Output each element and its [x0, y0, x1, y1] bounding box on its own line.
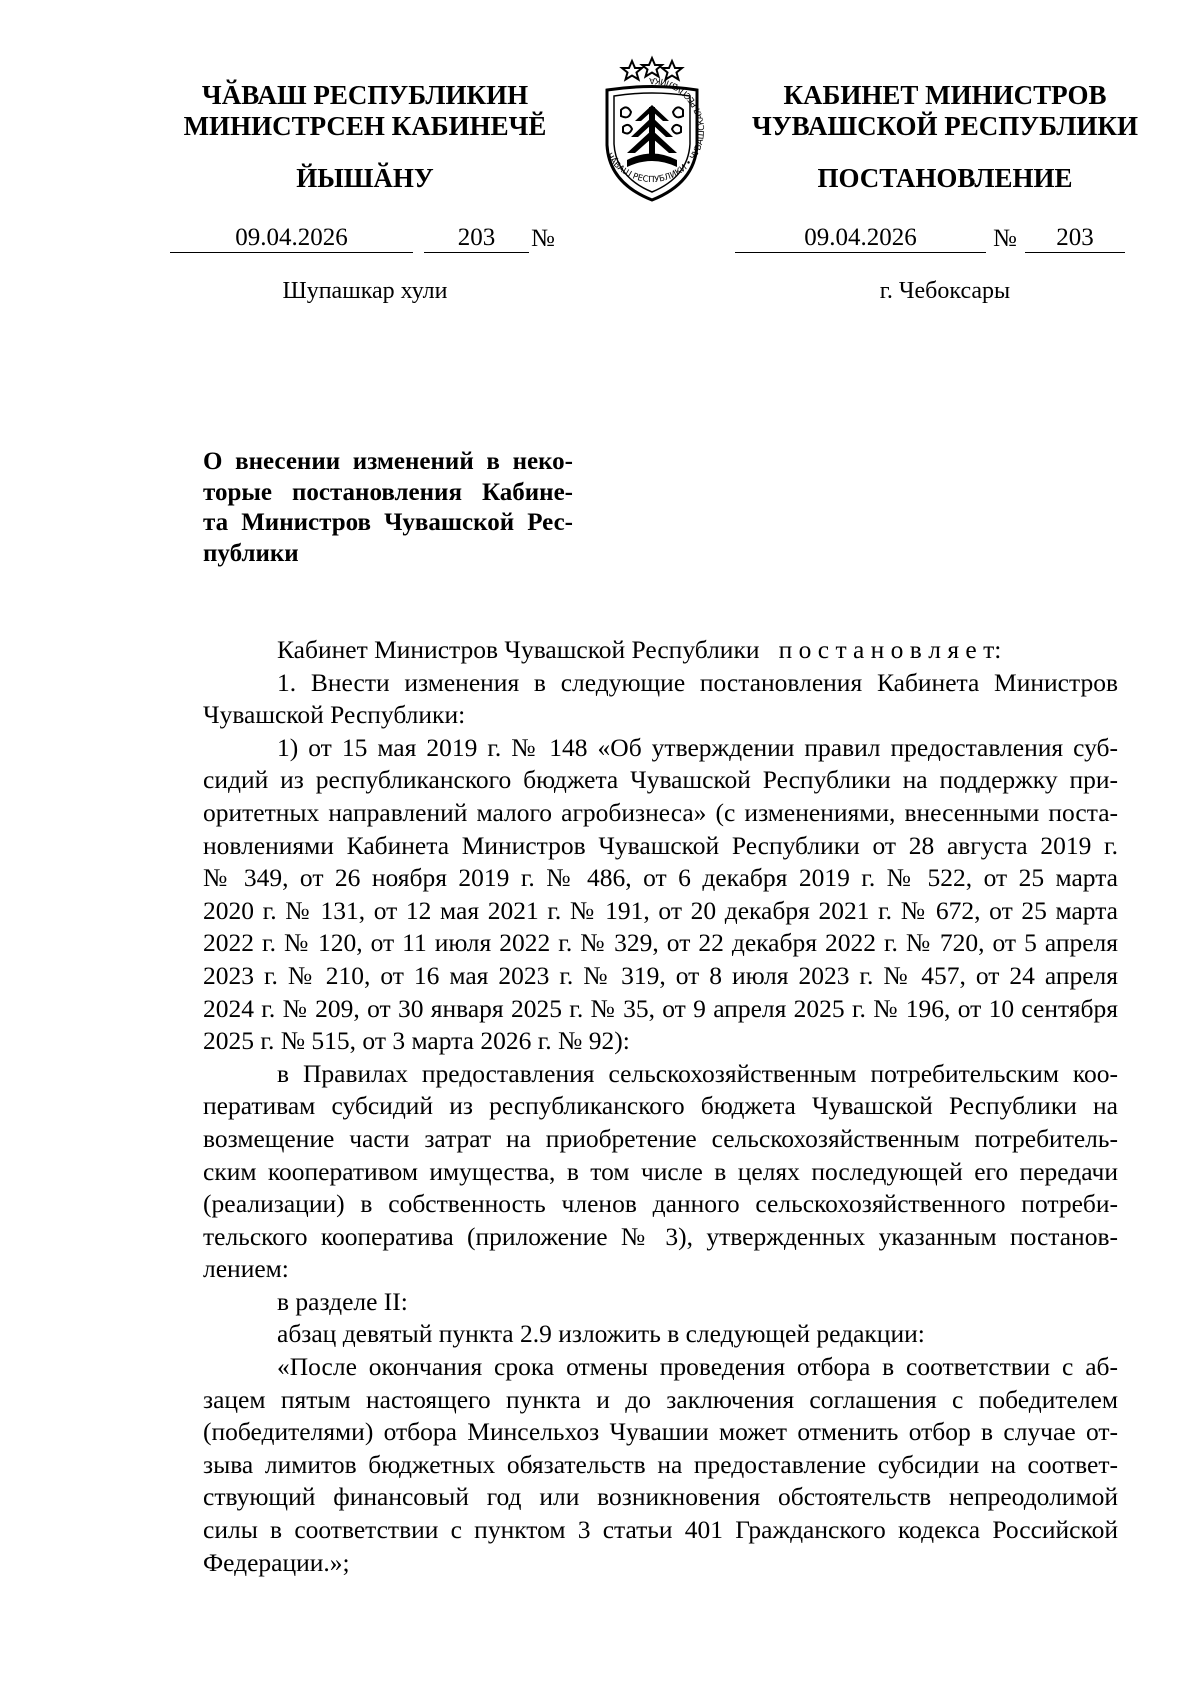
body-line: 2023 г. № 210, от 16 мая 2023 г. № 319, от 8 июля 2023 г. № 457, от 24 апреля — [203, 960, 1118, 990]
item-1 — [203, 667, 1118, 732]
header-right-russian — [735, 80, 1155, 142]
decree-label-chuvash: ЙЫШӐНУ — [296, 163, 434, 193]
number-sign-left: № — [531, 225, 555, 252]
header-left-line1: ЧӐВАШ РЕСПУБЛИКИН — [201, 80, 529, 110]
body-line: (победителями) отбора Минсельхоз Чувашии может отменить отбор в случае от- — [203, 1417, 1118, 1447]
date-number-right — [735, 223, 1155, 253]
title-line: торые постановления Кабине- — [203, 478, 573, 506]
body-line: оритетных направлений малого агробизнеса» (с изменениями, внесенными поста- — [203, 797, 1118, 827]
section-line: в разделе II: — [277, 1286, 408, 1316]
body-line: ским кооперативом имущества, в том числе в целях последующей его передачи — [203, 1156, 1118, 1186]
emblem-ring-text: ЧӐВАШ РЕСПУБЛИКИ • ЧУВАШСКАЯ РЕСПУБЛИКА — [603, 74, 708, 186]
body-line: 1. Внести изменения в следующие постановления Кабинета Министров — [277, 667, 1118, 697]
body-line: зацем пятым настоящего пункта и до заключения соглашения с победителем — [203, 1384, 1118, 1414]
header-right-line2: ЧУВАШСКОЙ РЕСПУБЛИКИ — [752, 111, 1138, 141]
body-line: № 349, от 26 ноября 2019 г. № 486, от 6 декабря 2019 г. № 522, от 25 марта — [203, 863, 1118, 893]
intro-paragraph — [203, 634, 1118, 667]
quote-paragraph — [203, 1351, 1118, 1579]
body-line: новлениями Кабинета Министров Чувашской Республики от 28 августа 2019 г. — [203, 830, 1118, 860]
body-line: 1) от 15 мая 2019 г. № 148 «Об утверждении правил предоставления суб- — [277, 732, 1118, 762]
title-line: публики — [203, 539, 299, 567]
body-line: сидий из республиканского бюджета Чувашской Республики на поддержку при- — [203, 765, 1118, 795]
body-line: лением: — [203, 1254, 289, 1284]
body-line: Федерации.»; — [203, 1547, 350, 1577]
date-number-left — [170, 223, 560, 253]
title-line: та Министров Чувашской Рес- — [203, 509, 573, 536]
body-line: (реализации) в собственность членов данного сельскохозяйственного потреби- — [203, 1189, 1118, 1219]
body-line: ствующий финансовый год или возникновения обстоятельств непреодолимой — [203, 1482, 1118, 1512]
tree-of-life-icon — [627, 105, 677, 167]
body-line: в Правилах предоставления сельскохозяйственным потребительским коо- — [277, 1058, 1118, 1088]
date-left: 09.04.2026 — [170, 224, 413, 253]
document-title — [203, 447, 573, 569]
header-left-chuvash — [170, 80, 560, 142]
body-line: Чувашской Республики: — [203, 700, 466, 730]
body-line: 2024 г. № 209, от 30 января 2025 г. № 35, от 9 апреля 2025 г. № 196, от 10 сентября — [203, 993, 1118, 1023]
header-right-line1: КАБИНЕТ МИНИСТРОВ — [783, 80, 1107, 110]
intro-resolves: п о с т а н о в л я е т: — [778, 635, 1002, 664]
body-line: возмещение части затрат на приобретение сельскохозяйственным потребитель- — [203, 1123, 1118, 1153]
number-right: 203 — [1025, 224, 1125, 253]
item-1-1 — [203, 732, 1118, 1058]
coat-of-arms-icon — [577, 55, 727, 205]
body-line: тельского кооператива (приложение № 3), утвержденных указанным постанов- — [203, 1221, 1118, 1251]
document-body — [203, 634, 1118, 1579]
paragraph-line: абзац девятый пункта 2.9 изложить в следующей редакции: — [277, 1319, 925, 1349]
body-line: «После окончания срока отмены проведения отбора в соответствии с аб- — [277, 1352, 1118, 1382]
body-line: силы в соответствии с пунктом 3 статьи 401 Гражданского кодекса Российской — [203, 1515, 1118, 1545]
header-left-line2: МИНИСТРСЕН КАБИНЕЧӖ — [183, 111, 547, 141]
body-line: 2025 г. № 515, от 3 марта 2026 г. № 92): — [203, 1026, 630, 1056]
number-left: 203 — [424, 224, 529, 253]
body-line: зыва лимитов бюджетных обязательств на предоставление субсидии на соответ- — [203, 1449, 1118, 1479]
body-line: 2020 г. № 131, от 12 мая 2021 г. № 191, от 20 декабря 2021 г. № 672, от 25 марта — [203, 895, 1118, 925]
date-right: 09.04.2026 — [735, 224, 986, 253]
title-line: О внесении изменений в неко- — [203, 448, 573, 475]
city-right: г. Чебоксары — [879, 278, 1011, 304]
city-left: Шупашкар хули — [282, 278, 448, 304]
number-sign-right: № — [993, 225, 1017, 252]
body-line: перативам субсидий из республиканского бюджета Чувашской Республики на — [203, 1091, 1118, 1121]
decree-label-russian: ПОСТАНОВЛЕНИЕ — [817, 163, 1073, 193]
rules-paragraph — [203, 1058, 1118, 1286]
body-line: 2022 г. № 120, от 11 июля 2022 г. № 329, от 22 декабря 2022 г. № 720, от 5 апреля — [203, 928, 1118, 958]
intro-prefix: Кабинет Министров Чувашской Республики — [277, 635, 760, 664]
